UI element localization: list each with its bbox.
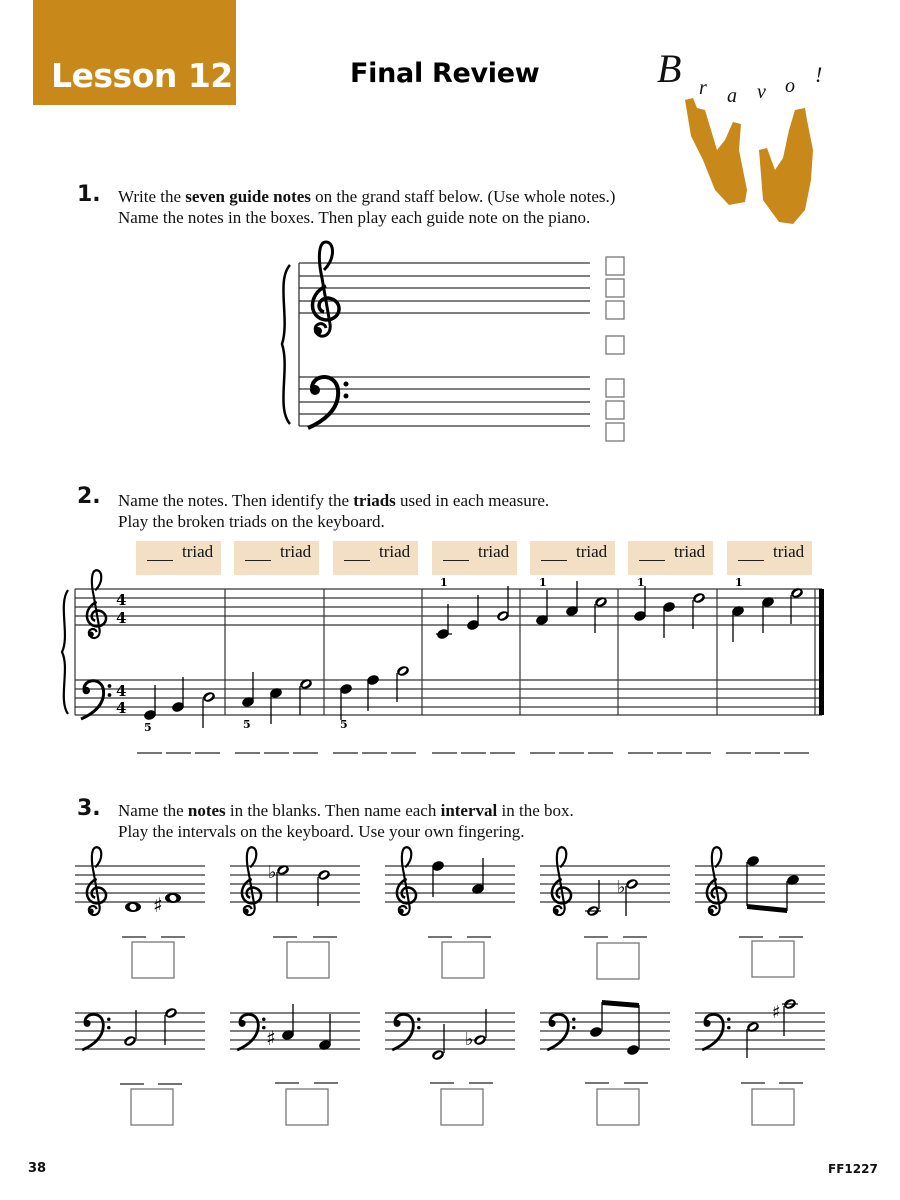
svg-text:♯: ♯ bbox=[266, 1026, 276, 1050]
svg-text:5: 5 bbox=[340, 718, 348, 731]
q1-grand-staff bbox=[299, 263, 590, 426]
svg-text:4: 4 bbox=[116, 591, 127, 609]
triad-answer-box[interactable]: triad bbox=[727, 541, 812, 575]
question-1-number: 1. bbox=[77, 182, 101, 207]
question-3-number: 3. bbox=[77, 796, 101, 821]
svg-text:5: 5 bbox=[243, 718, 251, 731]
svg-text:♯: ♯ bbox=[153, 893, 163, 917]
svg-text:B: B bbox=[657, 46, 682, 91]
triad-answer-box[interactable]: triad bbox=[333, 541, 418, 575]
svg-text:4: 4 bbox=[116, 682, 127, 700]
svg-text:1: 1 bbox=[735, 576, 743, 589]
question-1-instructions: Write the seven guide notes on the grand staff below. (Use whole notes.) Name the notes in the boxes. Then play each guide note on the piano. bbox=[118, 187, 616, 227]
svg-text:♯: ♯ bbox=[772, 1002, 781, 1023]
svg-text:1: 1 bbox=[637, 576, 645, 589]
svg-text:4: 4 bbox=[116, 699, 127, 717]
svg-text:5: 5 bbox=[144, 721, 152, 734]
svg-text:v: v bbox=[757, 81, 766, 103]
question-2-instructions: Name the notes. Then identify the triads used in each measure. Play the broken triads on the keyboard. bbox=[118, 491, 550, 531]
svg-text:!: ! bbox=[815, 62, 823, 87]
svg-text:♭: ♭ bbox=[268, 862, 277, 883]
triad-answer-box[interactable]: triad bbox=[530, 541, 615, 575]
triad-answer-box[interactable]: triad bbox=[628, 541, 713, 575]
lesson-label: Lesson 12 bbox=[51, 56, 233, 95]
svg-text:♭: ♭ bbox=[465, 1029, 474, 1050]
svg-text:a: a bbox=[727, 85, 737, 107]
svg-text:r: r bbox=[699, 77, 707, 99]
svg-text:1: 1 bbox=[440, 576, 448, 589]
svg-text:4: 4 bbox=[116, 609, 127, 627]
triad-answer-box[interactable]: triad bbox=[136, 541, 221, 575]
q3-interval-boxes bbox=[131, 941, 794, 1125]
product-code: FF1227 bbox=[828, 1162, 878, 1176]
page-title: Final Review bbox=[350, 58, 540, 89]
svg-text:o: o bbox=[785, 75, 795, 97]
svg-text:1: 1 bbox=[539, 576, 547, 589]
brace-icon bbox=[282, 265, 290, 424]
triad-answer-box[interactable]: triad bbox=[432, 541, 517, 575]
svg-text:♭: ♭ bbox=[617, 877, 626, 898]
q1-answer-boxes bbox=[606, 257, 624, 441]
page-number: 38 bbox=[28, 1161, 47, 1176]
triad-answer-box[interactable]: triad bbox=[234, 541, 319, 575]
question-3-instructions: Name the notes in the blanks. Then name each interval in the box. Play the intervals on the keyboard. Use your own fingering. bbox=[118, 801, 574, 841]
question-2-number: 2. bbox=[77, 484, 101, 509]
